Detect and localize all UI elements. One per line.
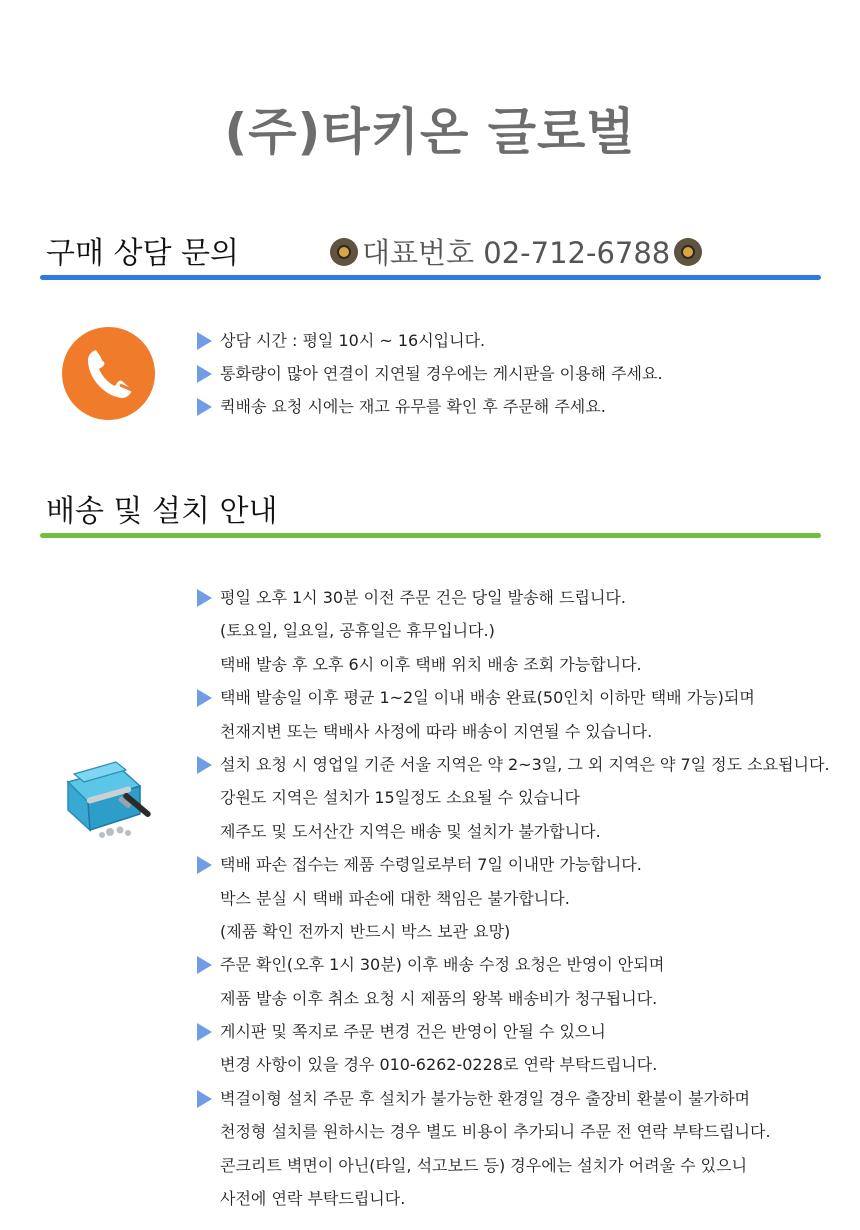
list-item-text: 택배 발송일 이후 평균 1~2일 이내 배송 완료(50인치 이하만 택배 가능)되며 [220,688,755,708]
triangle-arrow-icon [197,689,212,707]
list-item [196,851,830,884]
list-item-text: 제주도 및 도서산간 지역은 배송 및 설치가 불가합니다. [220,821,601,841]
list-item [196,951,830,984]
coin-dot-icon [330,238,358,266]
consult-notice-list [196,327,663,426]
main-phone-number [326,231,706,272]
list-item [196,1118,830,1151]
list-item [196,1018,830,1051]
list-item-text: 변경 사항이 있을 경우 010-6262-0228로 연락 부탁드립니다. [220,1055,658,1075]
list-item: 퀵배송 요청 시에는 재고 유무를 확인 후 주문해 주세요. [196,393,663,426]
delivery-notice-list [196,584,830,1218]
delivery-heading: 배송 및 설치 안내 [46,494,278,529]
triangle-arrow-icon [197,332,212,350]
list-item: 상담 시간 : 평일 10시 ~ 16시입니다. [196,327,663,360]
list-item [196,784,830,817]
list-item [196,751,830,784]
list-item [196,1051,830,1084]
list-item [196,617,830,650]
list-item [196,651,830,684]
list-item [196,718,830,751]
list-item [196,1152,830,1185]
triangle-arrow-icon [197,856,212,874]
coin-dot-icon [674,238,702,266]
toolbox-icon [60,752,160,840]
triangle-arrow-icon [197,1023,212,1041]
list-item [196,918,830,951]
list-item: 통화량이 많아 연결이 지연될 경우에는 게시판을 이용해 주세요. [196,360,663,393]
list-item [196,1185,830,1218]
consult-divider [40,275,821,280]
list-item [196,1085,830,1118]
list-item-text: 사전에 연락 부탁드립니다. [220,1189,406,1209]
triangle-arrow-icon [197,956,212,974]
list-item [196,584,830,617]
list-item-text: 설치 요청 시 영업일 기준 서울 지역은 약 2~3일, 그 외 지역은 약 7일 정도 소요됩니다. [220,754,830,774]
phone-icon [62,327,155,420]
list-item-text: 택배 파손 접수는 제품 수령일로부터 7일 이내만 가능합니다. [220,855,642,875]
list-item-text: 게시판 및 쪽지로 주문 변경 건은 반영이 안될 수 있으니 [220,1022,606,1042]
list-item [196,885,830,918]
triangle-arrow-icon [197,589,212,607]
list-item-text: (제품 확인 전까지 반드시 박스 보관 요망) [220,921,511,941]
triangle-arrow-icon [197,1090,212,1108]
list-item-text: 평일 오후 1시 30분 이전 주문 건은 당일 발송해 드립니다. [220,588,626,607]
list-item-text: 천정형 설치를 원하시는 경우 별도 비용이 추가되니 주문 전 연락 부탁드립니다. [220,1122,771,1142]
list-item-text: 제품 발송 이후 취소 요청 시 제품의 왕복 배송비가 청구됩니다. [220,988,658,1008]
main-phone-label: 대표번호 02-712-6788 [362,236,671,270]
list-item [196,818,830,851]
list-item-text: 택배 발송 후 오후 6시 이후 택배 위치 배송 조회 가능합니다. [220,654,642,674]
list-item-text: 박스 분실 시 택배 파손에 대한 책임은 불가합니다. [220,888,570,908]
consult-heading: 구매 상담 문의 [46,236,239,271]
delivery-divider [40,533,821,538]
list-item [196,985,830,1018]
triangle-arrow-icon [197,756,212,774]
company-title: (주)타키온 글로벌 [224,103,636,161]
list-item-text: (토요일, 일요일, 공휴일은 휴무입니다.) [220,621,495,641]
triangle-arrow-icon [197,365,212,383]
list-item-text: 천재지변 또는 택배사 사정에 따라 배송이 지연될 수 있습니다. [220,721,653,741]
list-item [196,684,830,717]
list-item-text: 주문 확인(오후 1시 30분) 이후 배송 수정 요청은 반영이 안되며 [220,955,665,975]
triangle-arrow-icon [197,398,212,416]
list-item-text: 벽걸이형 설치 주문 후 설치가 불가능한 환경일 경우 출장비 환불이 불가하며 [220,1088,750,1108]
list-item-text: 강원도 지역은 설치가 15일정도 소요될 수 있습니다 [220,788,580,808]
list-item-text: 콘크리트 벽면이 아닌(타일, 석고보드 등) 경우에는 설치가 어려울 수 있으니 [220,1155,748,1175]
